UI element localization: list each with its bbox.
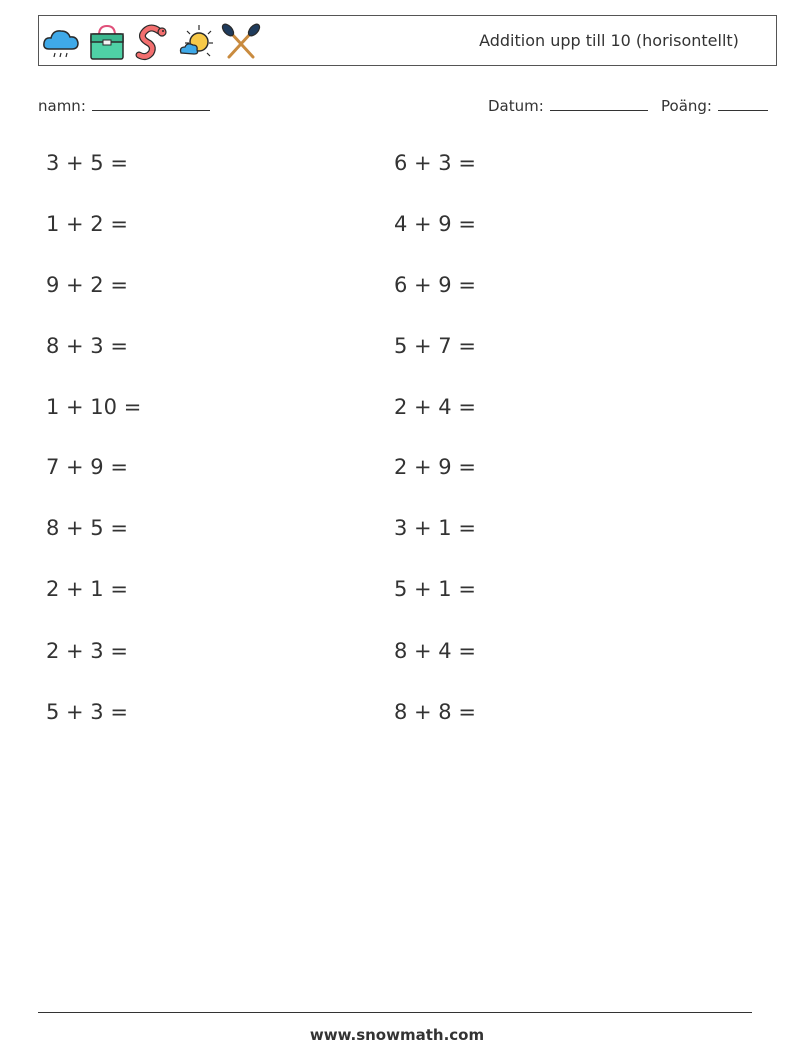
problem-right-7: 3 + 1 = bbox=[394, 516, 476, 540]
problem-right-2: 4 + 9 = bbox=[394, 212, 476, 236]
problem-left-5: 1 + 10 = bbox=[46, 395, 142, 419]
score-field[interactable] bbox=[661, 93, 768, 117]
name-field[interactable] bbox=[38, 93, 210, 117]
name-blank-line[interactable] bbox=[92, 93, 210, 111]
problem-left-4: 8 + 3 = bbox=[46, 334, 128, 358]
problem-right-3: 6 + 9 = bbox=[394, 273, 476, 297]
date-field[interactable] bbox=[488, 93, 648, 117]
cooler-bag-icon bbox=[87, 23, 127, 61]
sun-cloud-icon bbox=[177, 23, 217, 61]
problem-right-10: 8 + 8 = bbox=[394, 700, 476, 724]
problem-left-2: 1 + 2 = bbox=[46, 212, 128, 236]
problem-right-5: 2 + 4 = bbox=[394, 395, 476, 419]
date-blank-line[interactable] bbox=[550, 93, 648, 111]
problem-right-6: 2 + 9 = bbox=[394, 455, 476, 479]
worksheet-title: Addition upp till 10 (horisontellt) bbox=[479, 31, 739, 50]
worm-icon bbox=[131, 23, 171, 61]
rain-cloud-icon bbox=[41, 23, 81, 61]
problem-left-8: 2 + 1 = bbox=[46, 577, 128, 601]
problem-left-1: 3 + 5 = bbox=[46, 151, 128, 175]
crossed-paddles-icon bbox=[221, 23, 261, 61]
problem-left-6: 7 + 9 = bbox=[46, 455, 128, 479]
footer-url[interactable]: www.snowmath.com bbox=[309, 1026, 485, 1044]
problem-left-7: 8 + 5 = bbox=[46, 516, 128, 540]
problem-right-1: 6 + 3 = bbox=[394, 151, 476, 175]
problem-right-8: 5 + 1 = bbox=[394, 577, 476, 601]
problem-left-3: 9 + 2 = bbox=[46, 273, 128, 297]
problem-left-9: 2 + 3 = bbox=[46, 639, 128, 663]
worksheet-header bbox=[38, 15, 777, 66]
problem-right-9: 8 + 4 = bbox=[394, 639, 476, 663]
problem-left-10: 5 + 3 = bbox=[46, 700, 128, 724]
score-label: Poäng: bbox=[661, 97, 712, 115]
score-blank-line[interactable] bbox=[718, 93, 768, 111]
footer-divider bbox=[38, 1012, 752, 1013]
problem-right-4: 5 + 7 = bbox=[394, 334, 476, 358]
date-label: Datum: bbox=[488, 97, 544, 115]
name-label: namn: bbox=[38, 97, 86, 115]
